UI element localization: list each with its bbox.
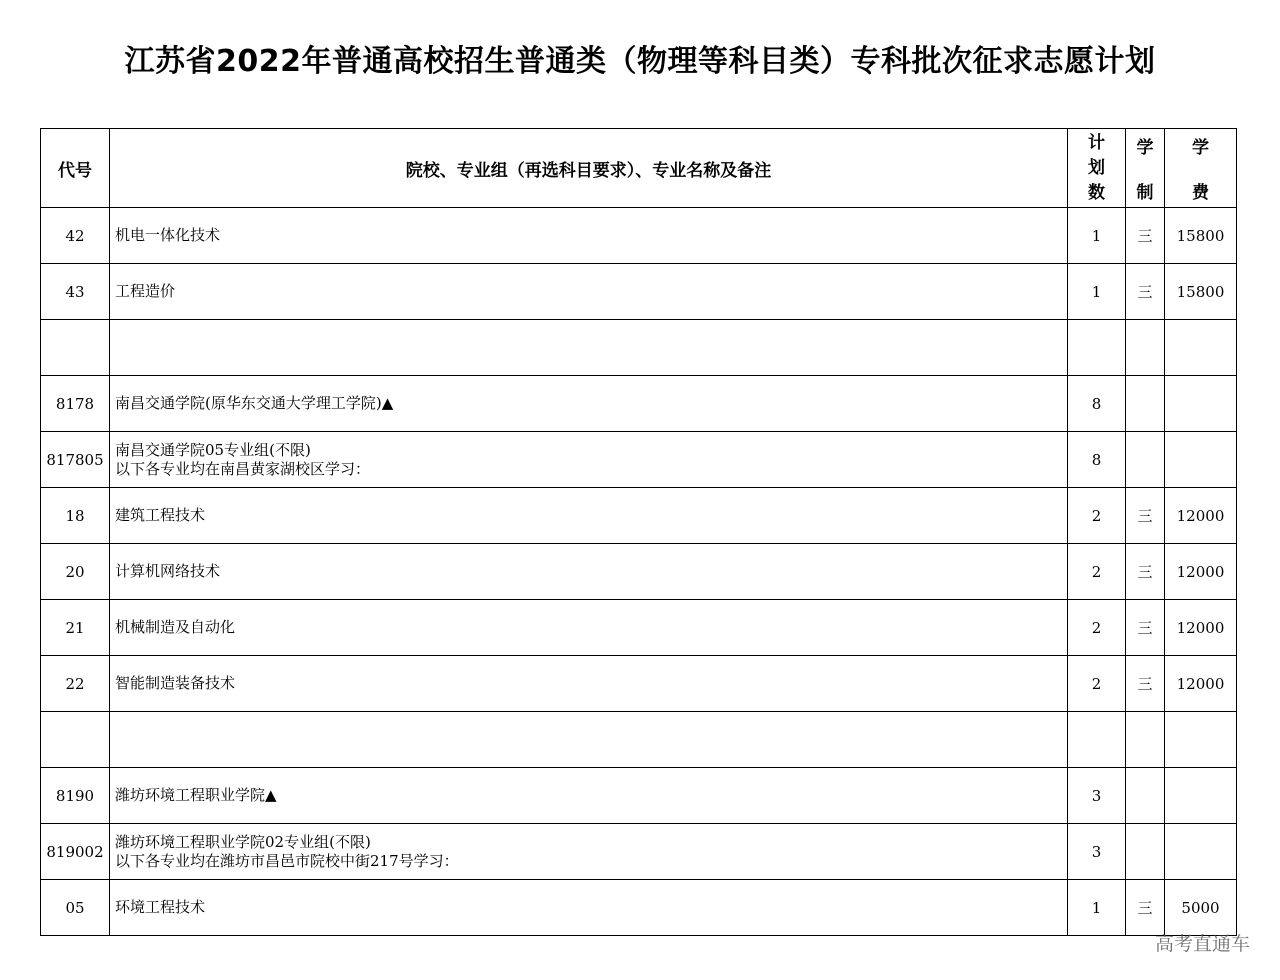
cell-plan bbox=[1068, 320, 1126, 376]
cell-code bbox=[41, 320, 110, 376]
cell-code: 20 bbox=[41, 544, 110, 600]
cell-years: 三 bbox=[1126, 544, 1165, 600]
cell-fee bbox=[1165, 320, 1237, 376]
cell-fee bbox=[1165, 432, 1237, 488]
cell-name-line: 以下各专业均在南昌黄家湖校区学习： bbox=[115, 459, 371, 478]
header-years bbox=[1126, 129, 1165, 208]
cell-name bbox=[110, 600, 1068, 656]
cell-fee: 5000 bbox=[1165, 880, 1237, 936]
page-title: 江苏省2022年普通高校招生普通类（物理等科目类）专科批次征求志愿计划 bbox=[124, 44, 1156, 79]
cell-plan: 1 bbox=[1068, 264, 1126, 320]
cell-fee: 15800 bbox=[1165, 208, 1237, 264]
cell-fee bbox=[1165, 376, 1237, 432]
cell-plan: 1 bbox=[1068, 880, 1126, 936]
table-row bbox=[41, 768, 1237, 824]
watermark: 高考直通车 bbox=[1154, 933, 1250, 955]
cell-name-line: 潍坊环境工程职业学院▲ bbox=[115, 786, 277, 804]
cell-name bbox=[110, 432, 1068, 488]
cell-fee: 12000 bbox=[1165, 600, 1237, 656]
table-row bbox=[41, 376, 1237, 432]
cell-years bbox=[1126, 320, 1165, 376]
table-row bbox=[41, 600, 1237, 656]
cell-code: 819002 bbox=[41, 824, 110, 880]
cell-plan: 2 bbox=[1068, 488, 1126, 544]
cell-name bbox=[110, 376, 1068, 432]
cell-name bbox=[110, 320, 1068, 376]
cell-name bbox=[110, 656, 1068, 712]
cell-plan: 2 bbox=[1068, 656, 1126, 712]
cell-years: 三 bbox=[1126, 264, 1165, 320]
table-row bbox=[41, 880, 1237, 936]
cell-name-line: 机电一体化技术 bbox=[115, 226, 221, 244]
cell-name-line: 南昌交通学院(原华东交通大学理工学院)▲ bbox=[115, 394, 394, 412]
header-plan-label: 计划数 bbox=[1088, 132, 1105, 203]
table-row bbox=[41, 264, 1237, 320]
table-header-row bbox=[41, 129, 1237, 208]
cell-plan: 1 bbox=[1068, 208, 1126, 264]
cell-name-line: 计算机网络技术 bbox=[115, 562, 221, 580]
cell-code: 43 bbox=[41, 264, 110, 320]
table-row bbox=[41, 208, 1237, 264]
cell-years bbox=[1126, 712, 1165, 768]
cell-name bbox=[110, 824, 1068, 880]
header-years-bottom: 制 bbox=[1136, 183, 1154, 203]
cell-fee: 12000 bbox=[1165, 488, 1237, 544]
cell-plan: 3 bbox=[1068, 768, 1126, 824]
cell-years bbox=[1126, 768, 1165, 824]
cell-years: 三 bbox=[1126, 600, 1165, 656]
cell-code: 22 bbox=[41, 656, 110, 712]
header-fee-bottom: 费 bbox=[1192, 183, 1209, 203]
cell-name bbox=[110, 712, 1068, 768]
cell-fee: 15800 bbox=[1165, 264, 1237, 320]
header-fee bbox=[1165, 129, 1237, 208]
header-years-top: 学 bbox=[1136, 138, 1154, 158]
cell-fee bbox=[1165, 768, 1237, 824]
cell-code: 8190 bbox=[41, 768, 110, 824]
cell-years: 三 bbox=[1126, 488, 1165, 544]
cell-name-line: 工程造价 bbox=[115, 282, 176, 300]
header-plan bbox=[1068, 129, 1126, 208]
cell-name-line: 智能制造装备技术 bbox=[115, 674, 236, 692]
cell-years: 三 bbox=[1126, 208, 1165, 264]
cell-name-line: 南昌交通学院05专业组(不限) bbox=[115, 440, 311, 459]
header-fee-top: 学 bbox=[1192, 138, 1209, 158]
cell-years bbox=[1126, 376, 1165, 432]
cell-years bbox=[1126, 824, 1165, 880]
cell-name bbox=[110, 768, 1068, 824]
plan-table bbox=[40, 128, 1237, 936]
table-row bbox=[41, 488, 1237, 544]
table-row bbox=[41, 656, 1237, 712]
cell-code: 8178 bbox=[41, 376, 110, 432]
cell-fee bbox=[1165, 824, 1237, 880]
cell-years: 三 bbox=[1126, 880, 1165, 936]
table-row bbox=[41, 432, 1237, 488]
header-name: 院校、专业组（再选科目要求）、专业名称及备注 bbox=[110, 129, 1068, 208]
table-row bbox=[41, 712, 1237, 768]
header-code: 代号 bbox=[41, 129, 110, 208]
cell-name-line: 潍坊环境工程职业学院02专业组(不限) bbox=[115, 832, 371, 851]
cell-name-line: 环境工程技术 bbox=[115, 898, 206, 916]
cell-code bbox=[41, 712, 110, 768]
cell-name bbox=[110, 544, 1068, 600]
cell-code: 42 bbox=[41, 208, 110, 264]
cell-plan: 3 bbox=[1068, 824, 1126, 880]
cell-code: 817805 bbox=[41, 432, 110, 488]
cell-code: 21 bbox=[41, 600, 110, 656]
cell-plan: 8 bbox=[1068, 432, 1126, 488]
cell-plan: 8 bbox=[1068, 376, 1126, 432]
cell-name bbox=[110, 488, 1068, 544]
table-row bbox=[41, 824, 1237, 880]
cell-plan: 2 bbox=[1068, 600, 1126, 656]
cell-name bbox=[110, 208, 1068, 264]
cell-name-line: 建筑工程技术 bbox=[115, 506, 206, 524]
cell-years bbox=[1126, 432, 1165, 488]
cell-fee: 12000 bbox=[1165, 544, 1237, 600]
cell-plan: 2 bbox=[1068, 544, 1126, 600]
cell-name bbox=[110, 880, 1068, 936]
cell-code: 05 bbox=[41, 880, 110, 936]
cell-fee bbox=[1165, 712, 1237, 768]
table-row bbox=[41, 544, 1237, 600]
table-body bbox=[41, 208, 1237, 936]
table-row bbox=[41, 320, 1237, 376]
cell-name-line: 机械制造及自动化 bbox=[115, 618, 236, 636]
cell-name bbox=[110, 264, 1068, 320]
cell-name-line: 以下各专业均在潍坊市昌邑市院校中街217号学习： bbox=[115, 851, 459, 870]
cell-fee: 12000 bbox=[1165, 656, 1237, 712]
cell-code: 18 bbox=[41, 488, 110, 544]
cell-years: 三 bbox=[1126, 656, 1165, 712]
cell-plan bbox=[1068, 712, 1126, 768]
